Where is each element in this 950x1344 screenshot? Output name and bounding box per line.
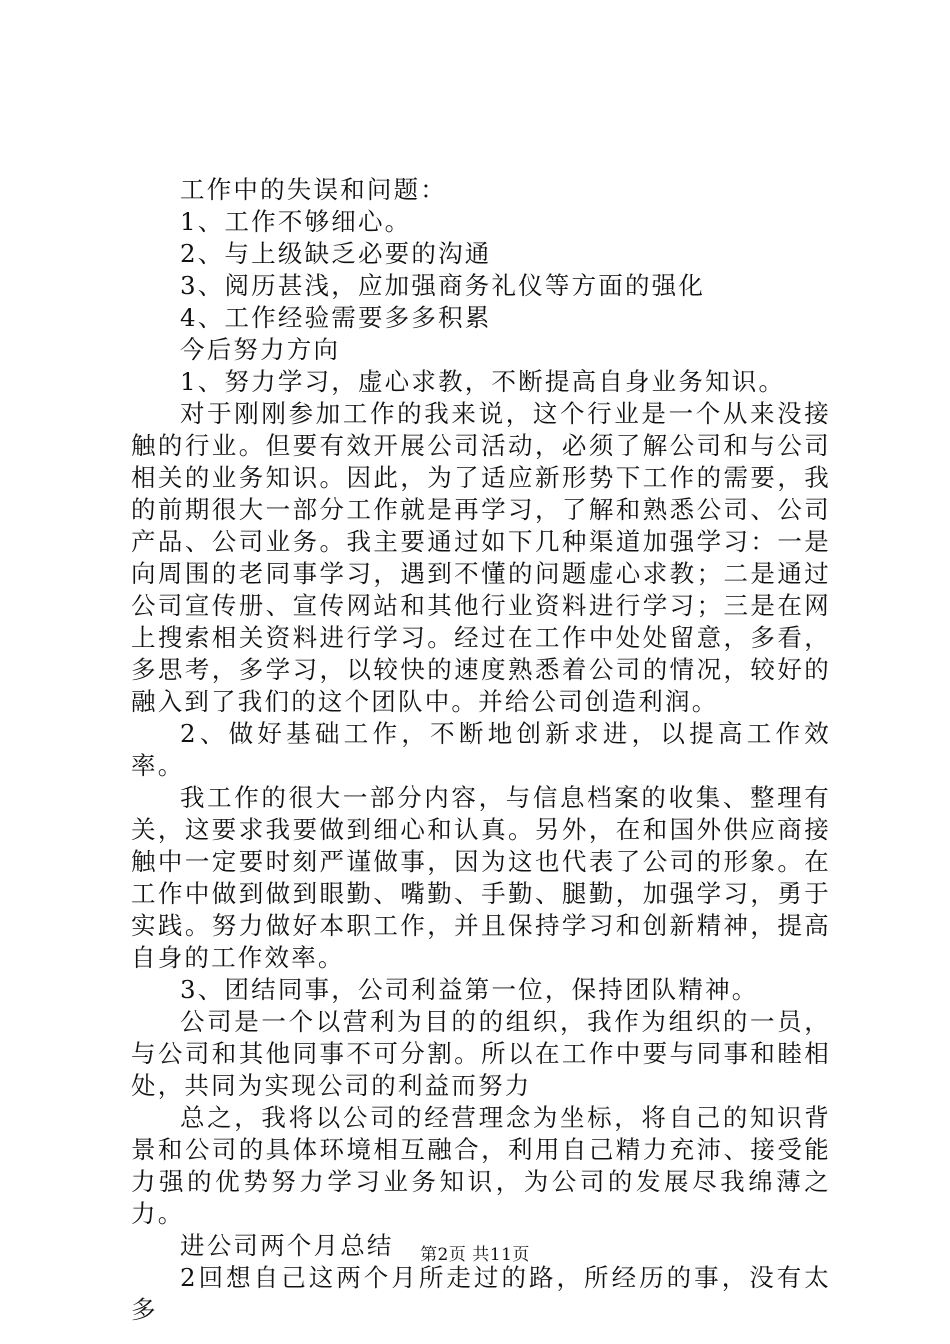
paragraph-summary-title: 进公司两个月总结 (180, 1231, 394, 1260)
paragraph-error-1: 1、工作不够细心。 (180, 207, 412, 236)
paragraph-error-4: 4、工作经验需要多多积累 (180, 303, 492, 332)
paragraph-direction-2: 2、做好基础工作，不断地创新求进，以提高工作效率。 (131, 719, 831, 780)
paragraph-conclusion: 总之，我将以公司的经营理念为坐标，将自己的知识背景和公司的具体环境相互融合，利用自己精力充沛、接受能力强的优势努力学习业务知识，为公司的发展尽我绵薄之力。 (131, 1103, 831, 1228)
paragraph-direction-3: 3、团结同事，公司利益第一位，保持团队精神。 (180, 975, 759, 1004)
paragraph-error-3: 3、阅历甚浅，应加强商务礼仪等方面的强化 (180, 271, 706, 300)
page-number-footer: 第2页 共11页 (420, 1245, 530, 1265)
document-body (131, 174, 831, 1326)
paragraph-learning-body: 对于刚刚参加工作的我来说，这个行业是一个从来没接触的行业。但要有效开展公司活动，必须了解公司和与公司相关的业务知识。因此，为了适应新形势下工作的需要，我的前期很大一部分工作就是再学习，了解和熟悉公司、公司产品、公司业务。我主要通过如下几种渠道加强学习：一是向周围的老同事学习，遇到不懂的问题虚心求教；二是通过公司宣传册、宣传网站和其他行业资料进行学习；三是在网上搜索相关资料进行学习。经过在工作中处处留意，多看，多思考，多学习，以较快的速度熟悉着公司的情况，较好的融入到了我们的这个团队中。并给公司创造利润。 (131, 399, 831, 716)
paragraph-error-2: 2、与上级缺乏必要的沟通 (180, 239, 492, 268)
paragraph-efficiency-body: 我工作的很大一部分内容，与信息档案的收集、整理有关，这要求我要做到细心和认真。另外，在和国外供应商接触中一定要时刻严谨做事，因为这也代表了公司的形象。在工作中做到做到眼勤、嘴勤、手勤、腿勤，加强学习，勇于实践。努力做好本职工作，并且保持学习和创新精神，提高自身的工作效率。 (131, 783, 831, 972)
paragraph-summary-start: 2回想自己这两个月所走过的路，所经历的事，没有太多 (131, 1263, 831, 1324)
paragraph-direction-1: 1、努力学习，虚心求教，不断提高自身业务知识。 (180, 367, 786, 396)
paragraph-errors-heading: 工作中的失误和问题： (180, 175, 447, 204)
paragraph-team-body: 公司是一个以营利为目的的组织，我作为组织的一员，与公司和其他同事不可分割。所以在工作中要与同事和睦相处，共同为实现公司的利益而努力 (131, 1007, 831, 1100)
paragraph-direction-heading: 今后努力方向 (180, 335, 341, 364)
